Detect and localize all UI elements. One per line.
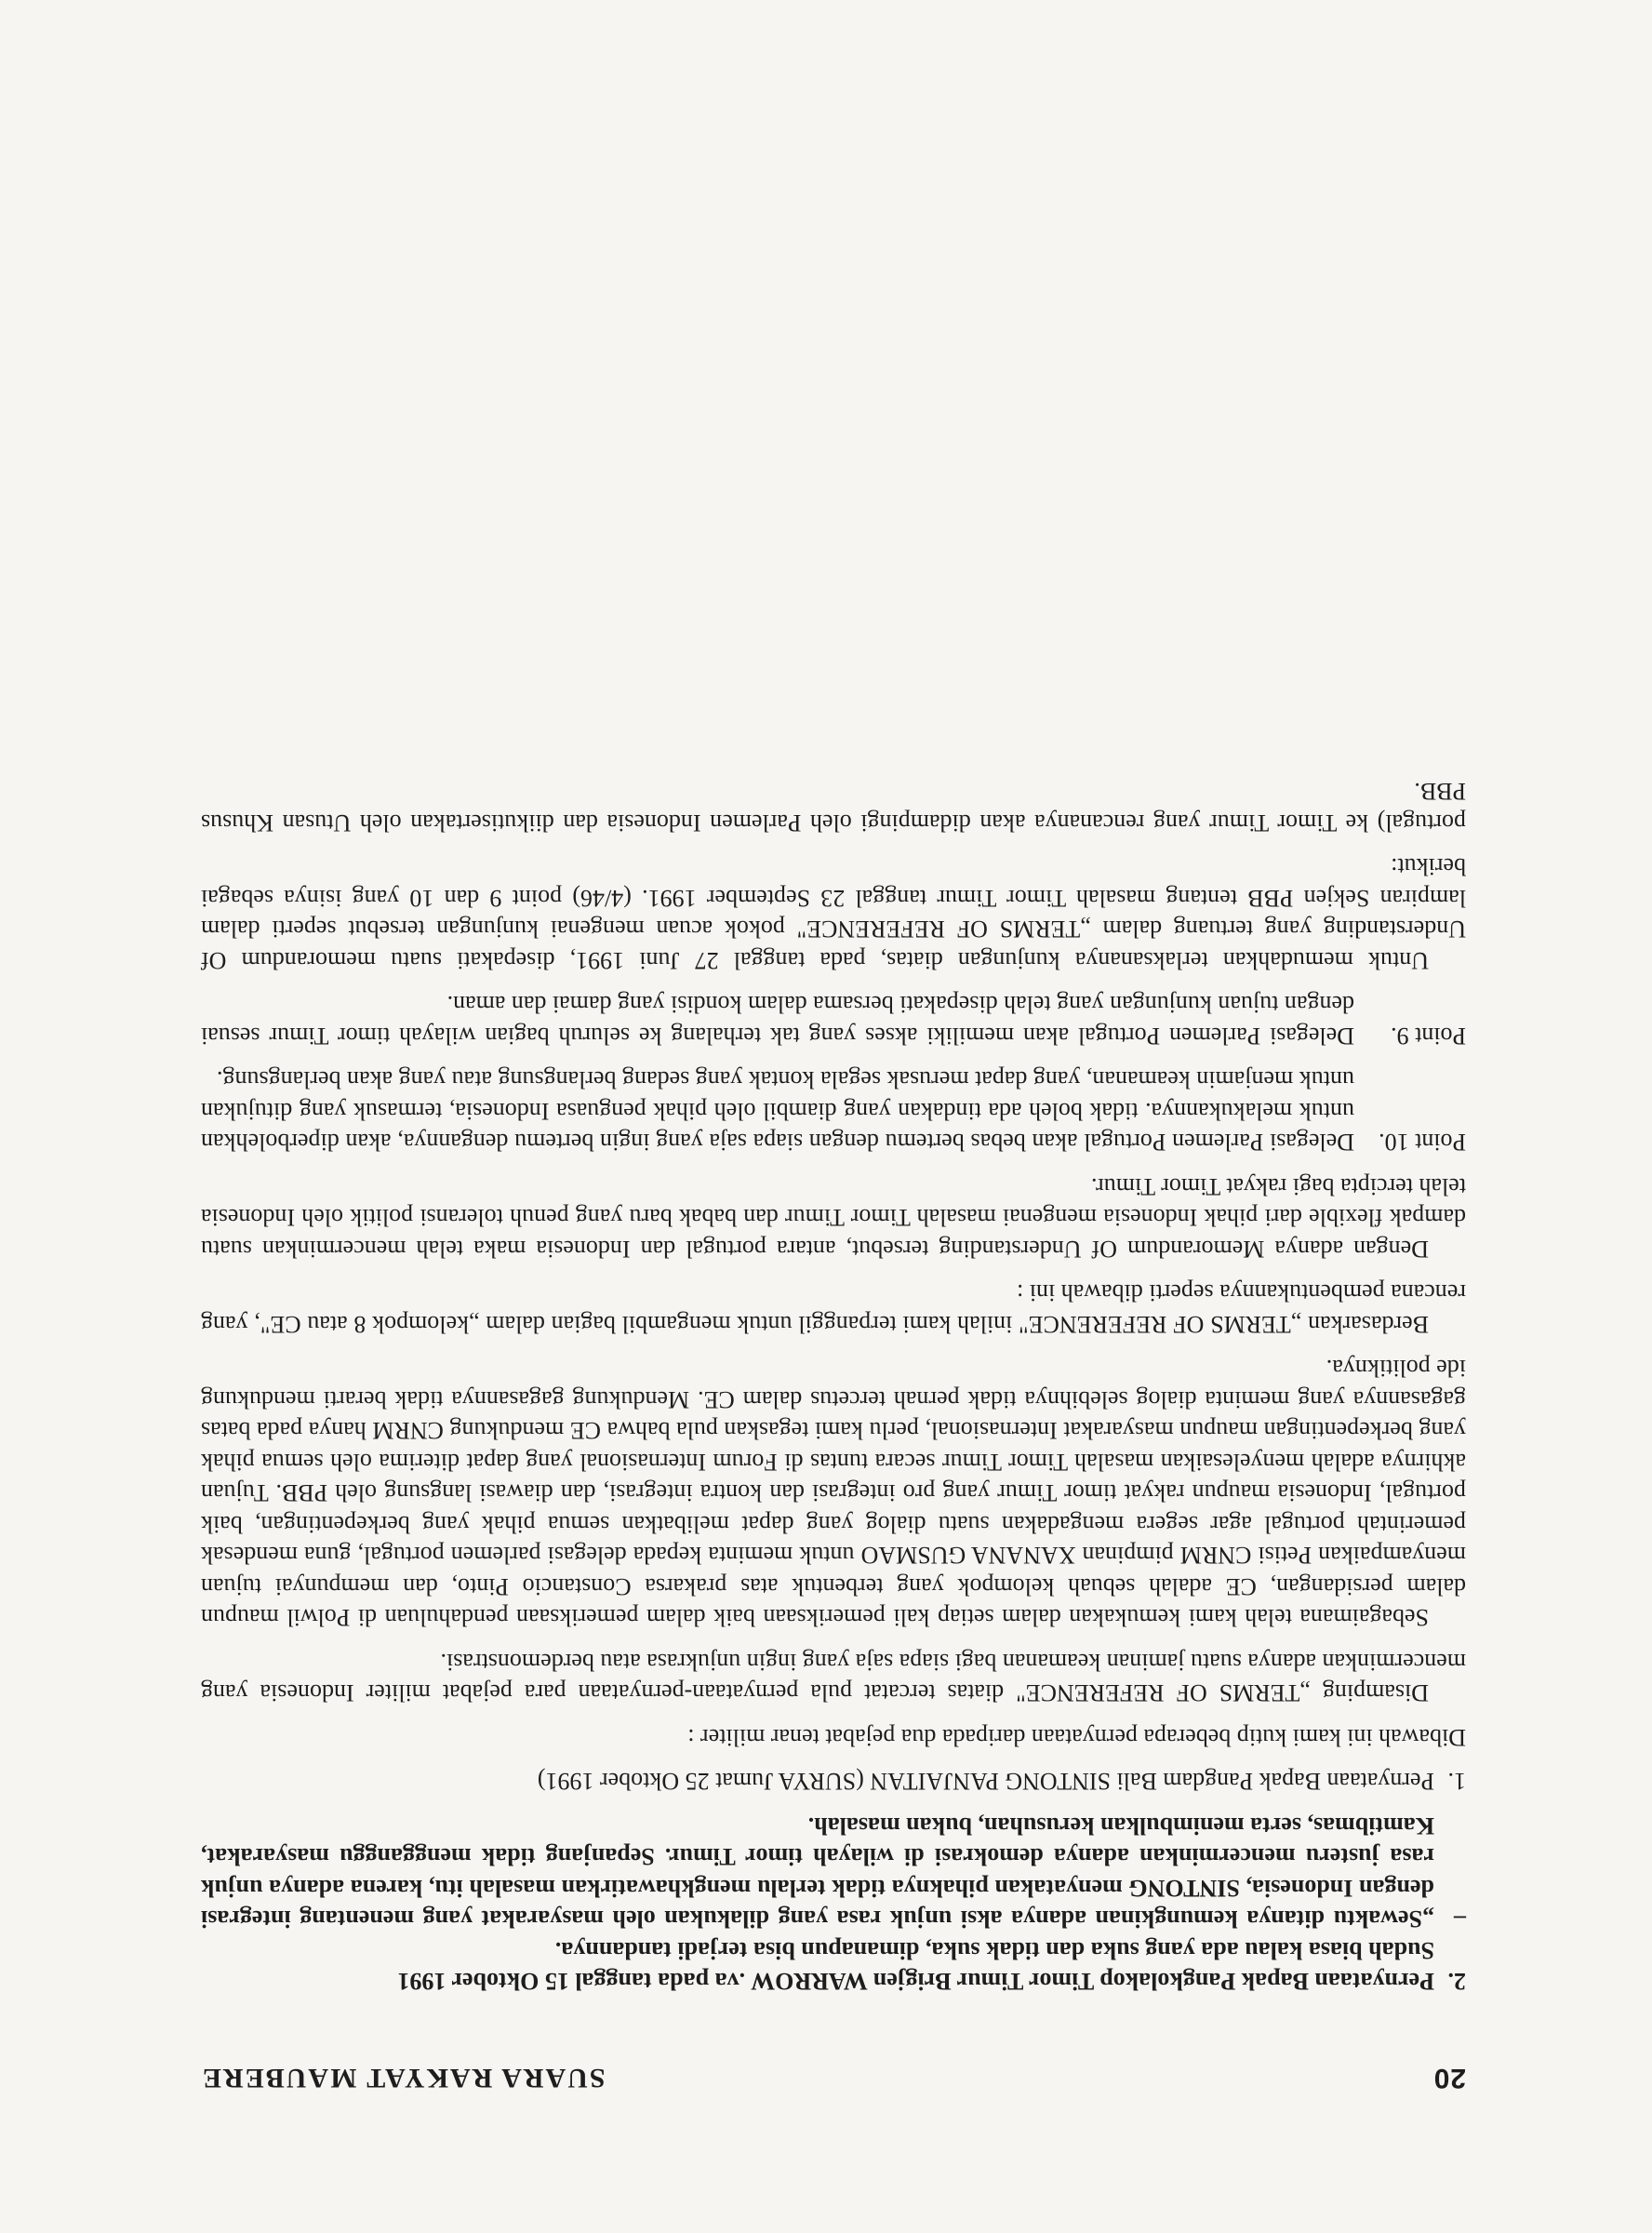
paragraph-intro-quotes: Dibawah ini kami kutip beberapa pernyataan daripada dua pejabat tenar militer :	[687, 1724, 1466, 1751]
point-9	[201, 989, 1466, 1051]
point-label: Point 9.	[1391, 1023, 1466, 1050]
point-text: Delegasi Parlemen Portugal akan bebas bertemu dengan siapa saja yang ingin bertemu dengannya, akan diperbolehkan untuk melakukannya. tidak boleh ada tindakan yang diambil oleh pihak penguasa Indonesia, termasuk yang ditujukan untuk menjamin keamanan, yang dapat merusak segala kontak yang sedang berlangsung atau yang akan berlangsung.	[201, 1066, 1354, 1157]
statement-text: Pernyataan Bapak Pangkolakop Timor Timur Brigjen WARROW .va pada tanggal 15 Oktober 1991	[397, 1968, 1434, 1996]
paragraph-sebagaimana: Sebagaimana telah kami kemukakan dalam setiap kali pemeriksaan baik dalam pemeriksaan pendahuluan di Polwil maupun dalam persidangan, CE adalah sebuah kelompok yang terbentuk atas prakarsa Constancio Pinto, dan mempunyai tujuan menyampaikan Petisi CNRM pimpinan XANANA GUSMAO untuk meminta kepada delegasi parlemen portugal, guna mendesak pemerintah portugal agar segera mengadakan suatu dialog yang dapat melibatkan semua pihak yang berkepentingan, baik portugal, Indonesia maupun rakyat timor Timur yang pro integrasi dan kontra integrasi, dan diawasi langsung oleh PBB. Tujuan akhirnya adalah menyelesaikan masalah Timor Timur secara tuntas di Forum Internasional yang dapat diterima oleh semua pihak yang berkepentingan maupun masyarakat Internasional, perlu kami tegaskan pula bahwa CE mendukung CNRM hanya pada batas gagasannya yang meminta dialog selebihnya tidak pernah tercetus dalam CE. Mendukung gagasannya tidak berarti mendukung ide politiknya.	[201, 1355, 1466, 1632]
page-header	[201, 2063, 1466, 2094]
paragraph-untuk: Untuk memudahkan terlaksananya kunjungan diatas, pada tanggal 27 Juni 1991, disepakati suatu memorandum Of Understanding yang tertuang dalam „TERMS OF REFERENCE" pokok acuan mengenai kunjungan tersebut seperti dalam lampiran Sekjen PBB tentang masalah Timor Timur tanggal 23 September 1991. (4/46) point 9 dan 10 yang isinya sebagai berikut:	[201, 853, 1466, 974]
publication-title: SUARA RAKYAT MAUBERE	[201, 2063, 606, 2093]
statement-text: Pernyataan Bapak Pangdam Bali SINTONG PANJAITAN (SURYA Jumat 25 Oktober 1991)	[537, 1768, 1434, 1796]
paragraph-disamping: Disamping „TERMS OF REFERENCE" diatas tercatat pula pernyataan-pernyataan para pejabat militer Indonesia yang mencerminkan adanya suatu jaminan keamanan bagi siapa saja yang ingin unjukrasa atau berdemonstrasi.	[201, 1649, 1466, 1707]
page-number: 20	[1432, 2063, 1466, 2093]
page-content	[201, 776, 1466, 2093]
point-text: Delegasi Parlemen Portugal akan memiliki akses yang tak terhalang ke seluruh bagian wilayah timor Timur sesuai dengan tujuan kunjungan yang telah disepakati bersama dalam kondisi yang damai dan aman.	[201, 991, 1354, 1050]
point-10	[201, 1064, 1466, 1158]
paragraph-portugal: portugal) ke Timor Timur yang rencananya akan didampingi oleh Parlemen Indonesia dan diikutisertakan oleh Utusan Khusus PBB.	[201, 778, 1466, 836]
paragraph-berdasarkan: Berdasarkan „TERMS OF REFERENCE" inilah kami terpanggil untuk mengambil bagian dalam „kelompok 8 atau CE", yang rencana pembentukannya seperti dibawah ini :	[201, 1279, 1466, 1338]
point-label: Point 10.	[1379, 1129, 1466, 1157]
statement-item-2	[201, 1966, 1466, 1998]
statement-item-1	[201, 1766, 1466, 1798]
statement-number: 1.	[1447, 1768, 1466, 1796]
quote-dash: –	[1454, 1905, 1466, 1933]
paragraph-dengan: Dengan adanya Memorandum Of Understanding tersebut, antara portugal dan Indonesia maka telah mencerminkan suatu dampak flexible dari pihak Indonesia mengenai masalah Timor Timur dan babak baru yang penuh toleransi politik oleh Indonesia telah tercipta bagi rakyat Timor Timur.	[201, 1173, 1466, 1263]
statement-number: 2.	[1447, 1968, 1466, 1996]
quote-tail: Sudah biasa kalau ada yang suka dan tidak suka, dimanapun bisa terjadi tandannya.	[554, 1937, 1434, 1964]
quote-text: „Sewaktu ditanya kemungkinan adanya aksi unjuk rasa yang dilakukan oleh masyarakat yang menentang integrasi dengan Indonesia, SINTONG menyatakan pihaknya tidak terlalu mengkhawatirkan masalah itu, karena adanya unjuk rasa justeru mencerminkan adanya demokrasi di wilayah timor Timur. Sepanjang tidak mengganggu masyarakat, Kamtibmas, serta menimbulkan kerusuhan, bukan masalah.	[201, 1812, 1434, 1933]
quote-block	[201, 1811, 1466, 1935]
